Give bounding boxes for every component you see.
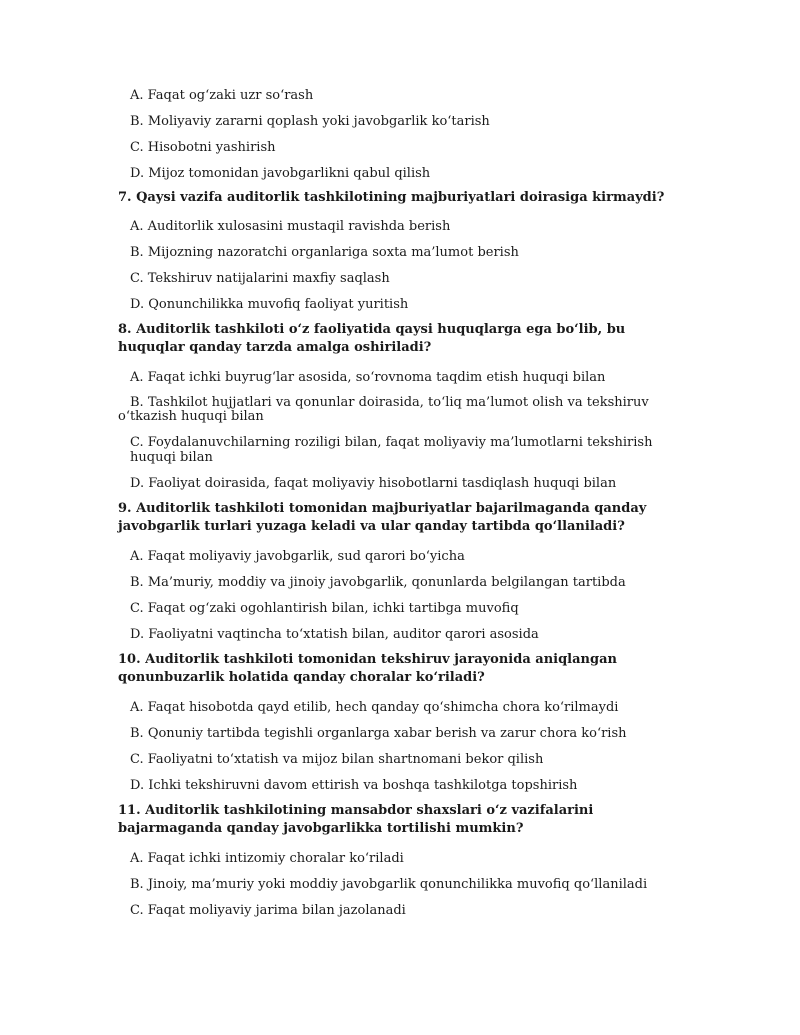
option-a: A. Faqat ichki buyrug‘lar asosida, so‘rovnoma taqdim etish huquqi bilan: [130, 370, 606, 385]
question-text: 9. Auditorlik tashkiloti tomonidan majburiyatlar bajarilmaganda qanday javobgarlik turlari yuzaga keladi va ular qanday tartibda qo‘llaniladi?: [118, 501, 647, 534]
question-text: 10. Auditorlik tashkiloti tomonidan tekshiruv jarayonida aniqlangan qonunbuzarlik holatida qanday choralar ko‘riladi?: [118, 652, 617, 685]
option-a: A. Faqat hisobotda qayd etilib, hech qanday qo‘shimcha chora ko‘rilmaydi: [130, 700, 619, 715]
option-c: C. Hisobotni yashirish: [130, 140, 276, 155]
option-c: C. Faqat og‘zaki ogohlantirish bilan, ichki tartibga muvofiq: [130, 601, 519, 616]
option-c: C. Foydalanuvchilarning roziligi bilan, faqat moliyaviy ma’lumotlarni tekshirish huquqi bilan: [130, 435, 653, 465]
option-b: B. Tashkilot hujjatlari va qonunlar doirasida, to‘liq ma’lumot olish va tekshiruv o‘tkazish huquqi bilan: [118, 395, 649, 424]
option-c: C. Faoliyatni to‘xtatish va mijoz bilan shartnomani bekor qilish: [130, 752, 544, 767]
option-a: A. Faqat moliyaviy javobgarlik, sud qarori bo‘yicha: [130, 549, 465, 564]
option-a: A. Faqat ichki intizomiy choralar ko‘riladi: [130, 851, 404, 866]
option-d: D. Faoliyatni vaqtincha to‘xtatish bilan, auditor qarori asosida: [130, 627, 539, 642]
option-a: A. Faqat og‘zaki uzr so‘rash: [130, 88, 314, 103]
option-b: B. Ma’muriy, moddiy va jinoiy javobgarlik, qonunlarda belgilangan tartibda: [130, 575, 626, 590]
option-b: B. Jinoiy, ma’muriy yoki moddiy javobgarlik qonunchilikka muvofiq qo‘llaniladi: [130, 877, 648, 892]
option-a: A. Auditorlik xulosasini mustaqil ravishda berish: [130, 219, 451, 234]
question-text: 11. Auditorlik tashkilotining mansabdor shaxslari o‘z vazifalarini bajarmaganda qanday javobgarlikka tortilishi mumkin?: [118, 803, 594, 836]
option-d: D. Faoliyat doirasida, faqat moliyaviy hisobotlarni tasdiqlash huquqi bilan: [130, 476, 617, 491]
question-block-7: [118, 189, 690, 312]
option-c: C. Faqat moliyaviy jarima bilan jazolanadi: [130, 903, 406, 918]
question-block-11: [118, 802, 690, 918]
option-c: C. Tekshiruv natijalarini maxfiy saqlash: [130, 271, 390, 286]
option-b: B. Qonuniy tartibda tegishli organlarga xabar berish va zarur chora ko‘rish: [130, 726, 627, 741]
option-b: B. Mijozning nazoratchi organlariga soxta ma’lumot berish: [130, 245, 519, 260]
question-block-9: [118, 500, 690, 642]
option-d: D. Mijoz tomonidan javobgarlikni qabul qilish: [130, 166, 431, 181]
question-text: 7. Qaysi vazifa auditorlik tashkilotining majburiyatlari doirasiga kirmaydi?: [118, 190, 665, 205]
question-block-8: [118, 321, 690, 491]
option-b: B. Moliyaviy zararni qoplash yoki javobgarlik ko‘tarish: [130, 114, 490, 129]
question-block-6-continued: [118, 88, 690, 181]
question-text: 8. Auditorlik tashkiloti o‘z faoliyatida qaysi huquqlarga ega bo‘lib, bu huquqlar qanday tarzda amalga oshiriladi?: [118, 322, 626, 355]
question-block-10: [118, 651, 690, 793]
option-d: D. Qonunchilikka muvofiq faoliyat yuritish: [130, 297, 409, 312]
option-d: D. Ichki tekshiruvni davom ettirish va boshqa tashkilotga topshirish: [130, 778, 578, 793]
